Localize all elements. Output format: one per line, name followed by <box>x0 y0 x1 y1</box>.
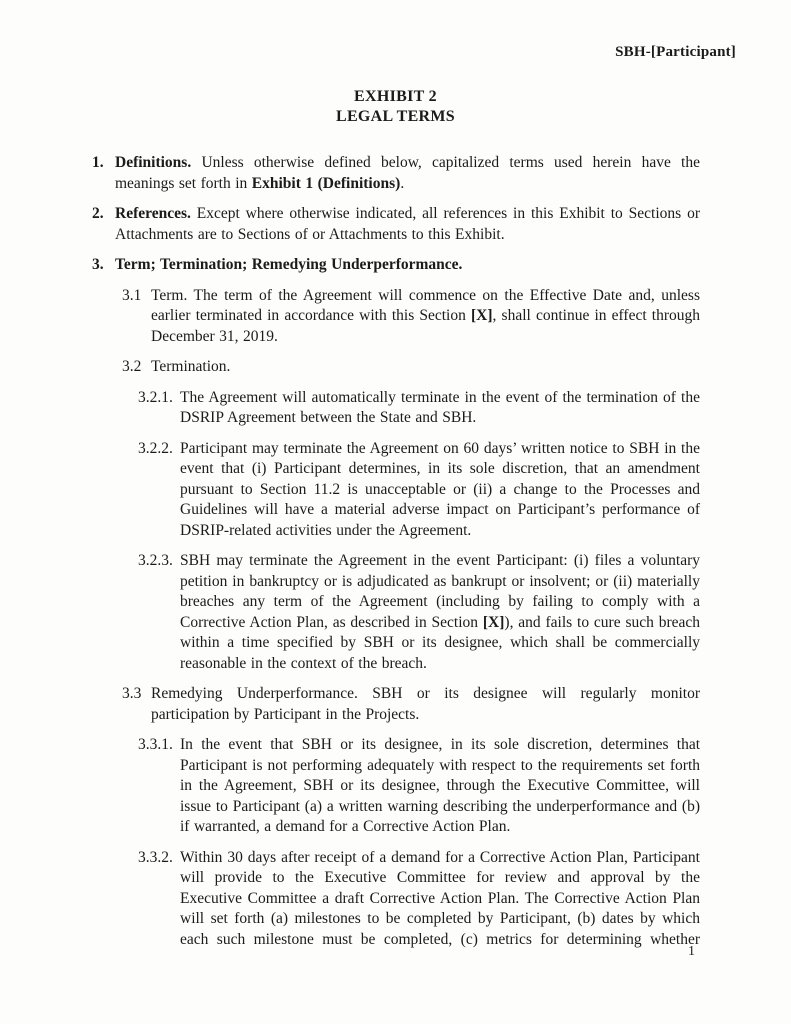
paragraph-number: 3.1 <box>122 286 142 304</box>
document-paragraph-3-2 <box>122 357 700 378</box>
paragraph-number: 3.3 <box>122 685 142 702</box>
title-block <box>0 87 791 127</box>
page-number: 1 <box>688 944 695 959</box>
paragraph-text: In the event that SBH or its designee, in its sole discretion, determines that Participant is not performing adequately with respect to the requirements set forth in the Agreement, SBH or its designee, through the Executive Committee, will issue to Participant (a) a written warning describing the underperformance and (b) if warranted, a demand for a Corrective Action Plan. <box>180 736 700 835</box>
document-paragraph-3 <box>92 255 700 276</box>
paragraph-text: Term; Termination; Remedying Underperformance. <box>115 256 463 273</box>
document-paragraph-3-1 <box>122 286 700 348</box>
paragraph-text: References. Except where otherwise indicated, all references in this Exhibit to Sections or Attachments are to Sections of or Attachments to this Exhibit. <box>115 205 700 243</box>
paragraph-number: 3. <box>92 256 104 273</box>
document-paragraph-3-3-1 <box>138 735 700 838</box>
paragraph-number: 3.2 <box>122 358 142 375</box>
paragraph-text: The Agreement will automatically terminate in the event of the termination of the DSRIP Agreement between the State and SBH. <box>180 388 700 426</box>
document-paragraph-3-3-2 <box>138 848 700 951</box>
exhibit-subtitle: LEGAL TERMS <box>335 108 456 125</box>
paragraph-number: 3.2.1. <box>138 388 173 406</box>
document-paragraph-1 <box>92 153 700 194</box>
paragraph-number: 3.3.1. <box>138 736 173 753</box>
document-body <box>92 153 700 960</box>
paragraph-text: Termination. <box>151 358 231 375</box>
paragraph-text: Remedying Underperformance. SBH or its designee will regularly monitor participation by Participant in the Projects. <box>151 685 700 723</box>
document-paragraph-3-3 <box>122 684 700 725</box>
document-paragraph-3-2-3 <box>138 551 700 674</box>
document-paragraph-3-2-2 <box>138 439 700 542</box>
paragraph-number: 3.2.3. <box>138 552 173 569</box>
document-paragraph-3-2-1 <box>138 388 700 429</box>
paragraph-number: 3.2.2. <box>138 439 173 457</box>
paragraph-number: 3.3.2. <box>138 848 173 866</box>
document-reference: SBH-[Participant] <box>615 44 736 60</box>
document-paragraph-2 <box>92 204 700 245</box>
paragraph-text: Participant may terminate the Agreement on 60 days’ written notice to SBH in the event that (i) Participant determines, in its sole discretion, that an amendment pursuant to Section 11.2 is unacceptable or (ii) a change to the Processes and Guidelines will have a material adverse impact on Participant’s performance of DSRIP-related activities under the Agreement. <box>180 439 700 539</box>
paragraph-text: Term. The term of the Agreement will commence on the Effective Date and, unless earlier terminated in accordance with this Section [X], shall continue in effect through December 31, 2019. <box>151 286 700 345</box>
paragraph-text: Within 30 days after receipt of a demand for a Corrective Action Plan, Participant will provide to the Executive Committee for review and approval by the Executive Committee a draft Corrective Action Plan. The Corrective Action Plan will set forth (a) milestones to be completed by Participant, (b) dates by which each such milestone must be completed, (c) metrics for determining whether <box>180 848 700 948</box>
paragraph-text: SBH may terminate the Agreement in the event Participant: (i) files a voluntary petition in bankruptcy or is adjudicated as bankrupt or insolvent; or (ii) materially breaches any term of the Agreement (including by failing to comply with a Corrective Action Plan, as described in Section [X]), and fails to cure such breach within a time specified by SBH or its designee, which shall be commercially reasonable in the context of the breach. <box>180 552 700 672</box>
paragraph-number: 1. <box>92 154 104 171</box>
exhibit-title: EXHIBIT 2 <box>354 88 437 105</box>
paragraph-text: Definitions. Unless otherwise defined below, capitalized terms used herein have the meanings set forth in Exhibit 1 (Definitions). <box>115 154 700 192</box>
paragraph-number: 2. <box>92 205 104 222</box>
